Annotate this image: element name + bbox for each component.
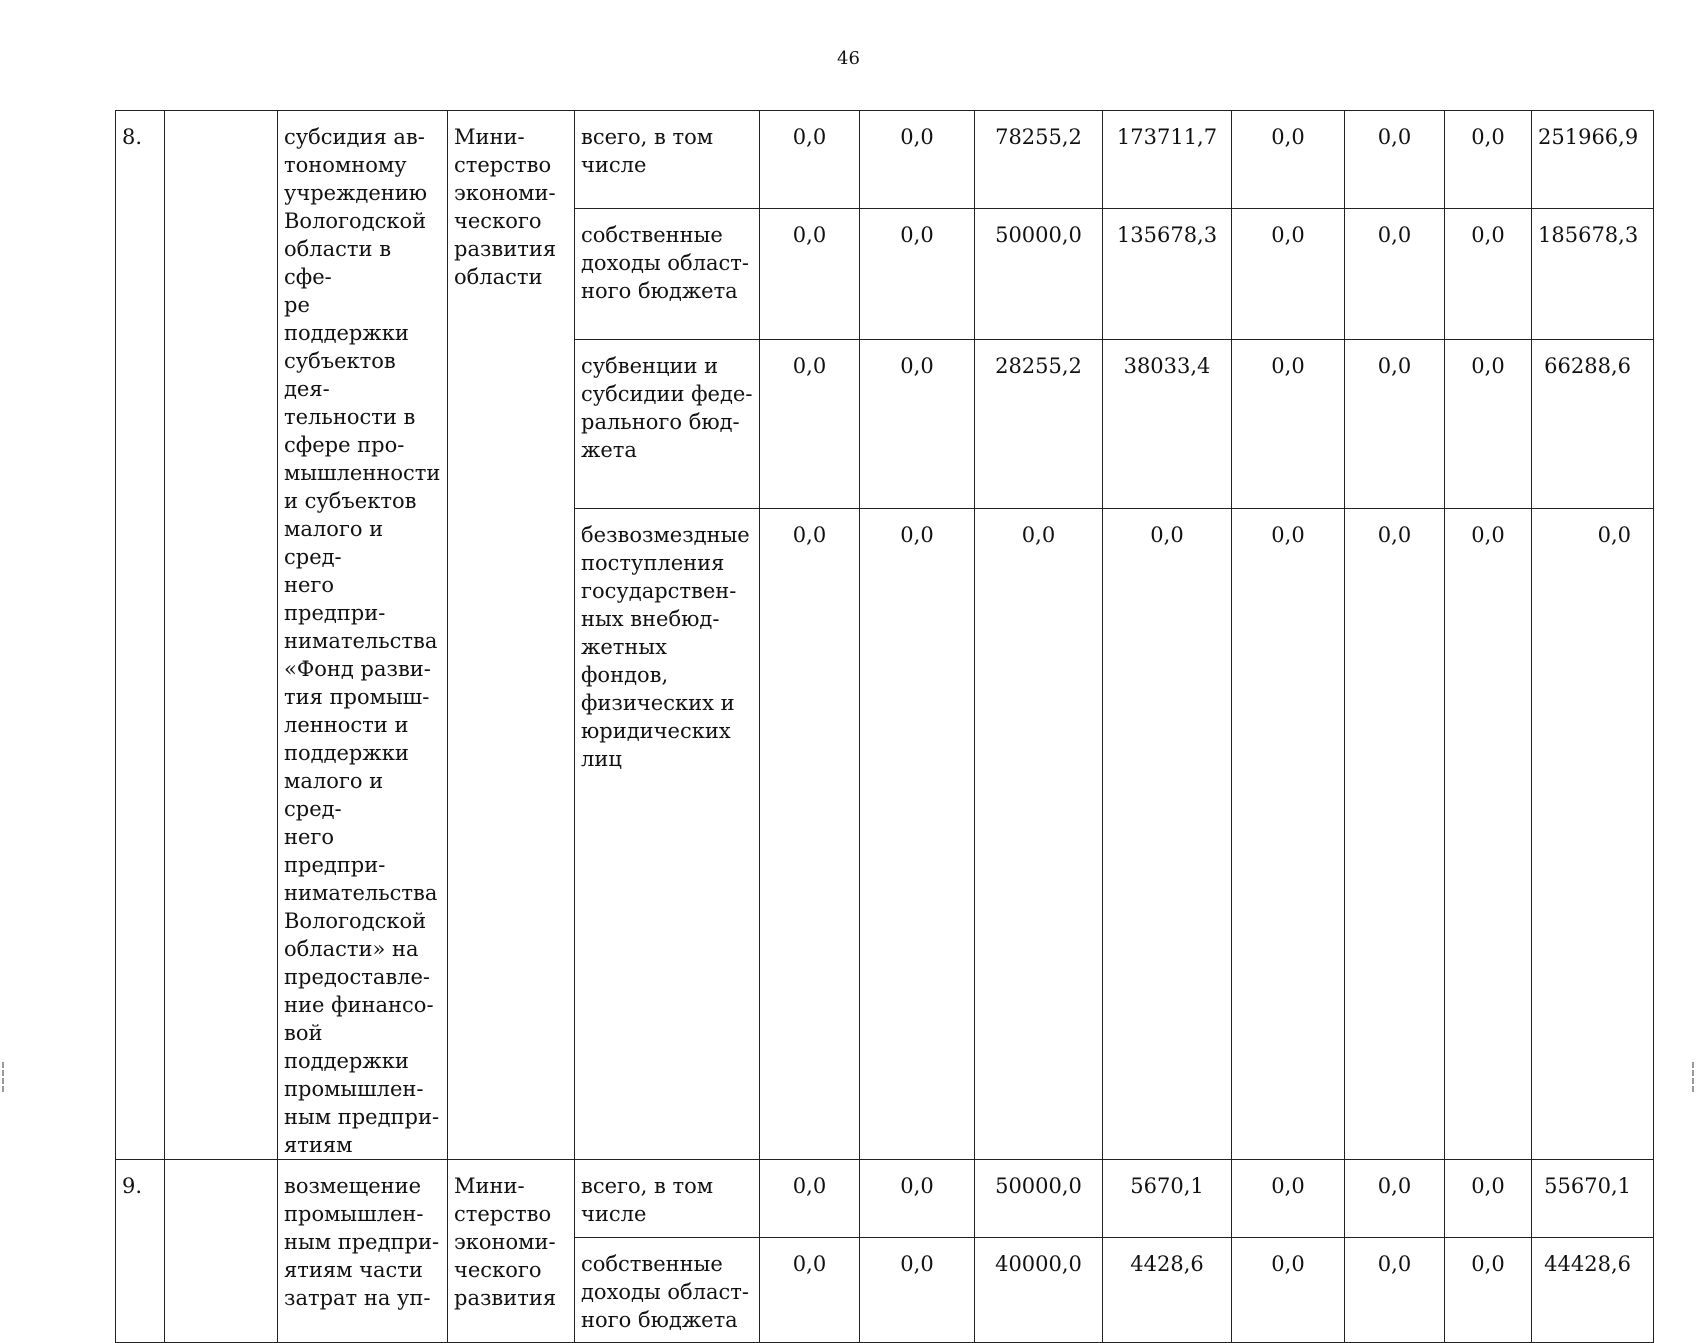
amount-cell: 78255,2 (975, 111, 1103, 209)
row-number: 9. (116, 1160, 165, 1343)
amount-cell: 0,0 (1232, 1160, 1345, 1238)
row-executor: Мини- стерство экономи- ческого развития области (448, 111, 575, 1160)
amount-cell: 135678,3 (1103, 208, 1232, 339)
amount-cell: 55670,1 (1532, 1160, 1654, 1238)
funding-source-label: безвозмездные поступления государствен- ных внебюд- жетных фондов, физических и юридических лиц (575, 509, 760, 1160)
amount-cell: 0,0 (760, 509, 860, 1160)
amount-cell: 0,0 (860, 1238, 975, 1343)
funding-source-label: субвенции и субсидии феде- рального бюд- жета (575, 340, 760, 509)
amount-cell: 0,0 (860, 208, 975, 339)
amount-cell: 0,0 (1345, 208, 1445, 339)
funding-source-label: всего, в том числе (575, 1160, 760, 1238)
amount-cell: 0,0 (1345, 509, 1445, 1160)
amount-cell: 0,0 (1445, 340, 1532, 509)
amount-cell: 44428,6 (1532, 1238, 1654, 1343)
amount-cell: 50000,0 (975, 1160, 1103, 1238)
budget-table (115, 110, 1654, 1343)
amount-cell: 0,0 (1445, 208, 1532, 339)
amount-cell: 0,0 (1232, 1238, 1345, 1343)
amount-cell: 0,0 (760, 111, 860, 209)
amount-cell: 50000,0 (975, 208, 1103, 339)
amount-cell: 173711,7 (1103, 111, 1232, 209)
amount-cell: 28255,2 (975, 340, 1103, 509)
amount-cell: 0,0 (760, 1238, 860, 1343)
amount-cell: 0,0 (860, 509, 975, 1160)
amount-cell: 0,0 (1232, 340, 1345, 509)
amount-cell: 0,0 (975, 509, 1103, 1160)
amount-cell: 0,0 (860, 111, 975, 209)
table-body (116, 111, 1654, 1343)
row-code (165, 111, 278, 1160)
row-executor: Мини- стерство экономи- ческого развития (448, 1160, 575, 1343)
amount-cell: 0,0 (1232, 509, 1345, 1160)
amount-cell: 0,0 (1445, 1238, 1532, 1343)
amount-cell: 0,0 (1103, 509, 1232, 1160)
row-description: возмещение промышлен- ным предпри- ятиям части затрат на уп- (278, 1160, 448, 1343)
amount-cell: 0,0 (1445, 1160, 1532, 1238)
amount-cell: 0,0 (1345, 340, 1445, 509)
page-number: 46 (837, 48, 860, 69)
amount-cell: 0,0 (860, 340, 975, 509)
funding-source-label: всего, в том числе (575, 111, 760, 209)
amount-cell: 5670,1 (1103, 1160, 1232, 1238)
amount-cell: 0,0 (1532, 509, 1654, 1160)
funding-source-label: собственные доходы област- ного бюджета (575, 208, 760, 339)
amount-cell: 4428,6 (1103, 1238, 1232, 1343)
amount-cell: 0,0 (1232, 111, 1345, 209)
amount-cell: 185678,3 (1532, 208, 1654, 339)
funding-source-label: собственные доходы област- ного бюджета (575, 1238, 760, 1343)
table-row (116, 1160, 1654, 1238)
amount-cell: 0,0 (1445, 111, 1532, 209)
amount-cell: 66288,6 (1532, 340, 1654, 509)
amount-cell: 38033,4 (1103, 340, 1232, 509)
amount-cell: 0,0 (760, 208, 860, 339)
amount-cell: 0,0 (1232, 208, 1345, 339)
amount-cell: 0,0 (1345, 1160, 1445, 1238)
amount-cell: 251966,9 (1532, 111, 1654, 209)
table-row (116, 111, 1654, 209)
amount-cell: 0,0 (1345, 1238, 1445, 1343)
amount-cell: 0,0 (860, 1160, 975, 1238)
amount-cell: 0,0 (1345, 111, 1445, 209)
left-edge-mark (2, 1062, 6, 1092)
amount-cell: 0,0 (1445, 509, 1532, 1160)
amount-cell: 40000,0 (975, 1238, 1103, 1343)
amount-cell: 0,0 (760, 1160, 860, 1238)
right-edge-mark (1692, 1062, 1696, 1092)
row-code (165, 1160, 278, 1343)
amount-cell: 0,0 (760, 340, 860, 509)
row-description: субсидия ав- тономному учреждению Вологодской области в сфе- ре поддержки субъектов дея- тельности в сфере про- мышленности и субъектов малого и сред- него предпри- нимательства «Фонд разви- тия промыш- ленности и поддержки малого и сред- него предпри- нимательства Вологодской области» на предоставле- ние финансо- вой поддержки промышлен- ным предпри- ятиям (278, 111, 448, 1160)
row-number: 8. (116, 111, 165, 1160)
